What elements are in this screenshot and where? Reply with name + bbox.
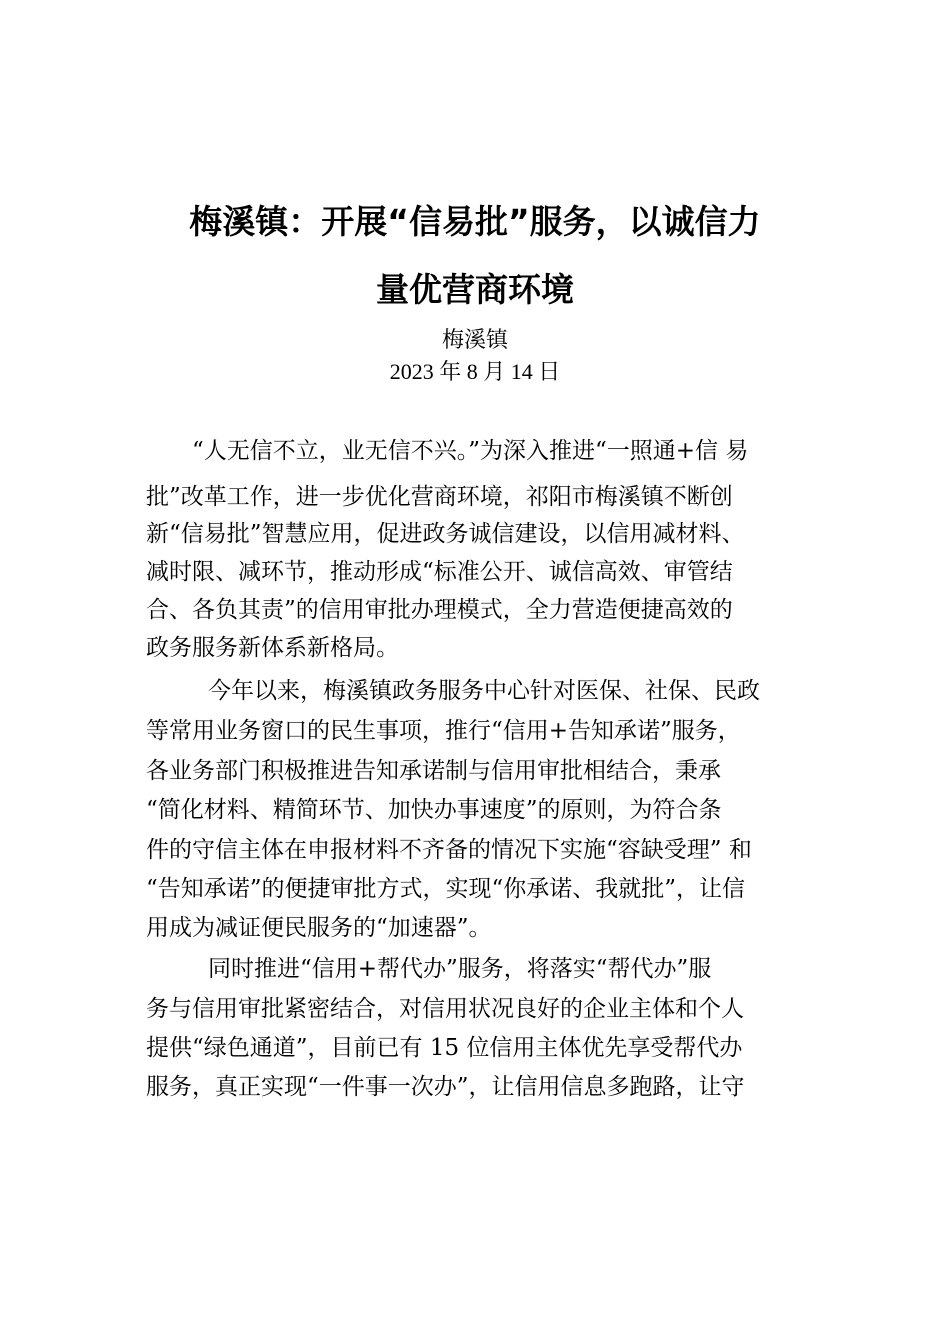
body-line: 等常用业务窗口的民生事项，推行“信用+告知承诺”服务，: [146, 718, 741, 744]
body-line: “简化材料、精简环节、加快办事速度”的原则，为符合条: [146, 797, 722, 823]
body-line: 合、各负其责”的信用审批办理模式，全力营造便捷高效的: [146, 597, 733, 623]
body-line: 用成为减证便民服务的“加速器”。: [146, 915, 492, 941]
body-line: 提供“绿色通道”，目前已有 15 位信用主体优先享受帮代办: [146, 1035, 743, 1061]
article-title-line-1: 梅溪镇：开展“信易批”服务，以诚信力: [189, 202, 761, 241]
body-line: “人无信不立，业无信不兴。”为深入推进“一照通+信 易: [192, 438, 749, 464]
body-line: 件的守信主体在申报材料不齐备的情况下实施“容缺受理” 和: [146, 837, 752, 863]
body-line: 新“信易批”智慧应用，促进政务诚信建设，以信用减材料、: [146, 521, 745, 547]
publish-date: 2023 年 8 月 14 日: [389, 359, 561, 384]
body-line: 减时限、减环节，推动形成“标准公开、诚信高效、审管结: [146, 559, 733, 585]
body-line: 政务服务新体系新格局。: [146, 635, 399, 661]
body-line: 批”改革工作，进一步优化营商环境，祁阳市梅溪镇不断创: [146, 484, 733, 510]
author: 梅溪镇: [441, 328, 508, 353]
body-line: 服务，真正实现“一件事一次办”，让信用信息多跑路，让守: [146, 1074, 745, 1100]
body-line: 各业务部门积极推进告知承诺制与信用审批相结合，秉承: [146, 758, 721, 784]
body-line: “告知承诺”的便捷审批方式，实现“你承诺、我就批”，让信: [146, 876, 746, 902]
body-line: 务与信用审批紧密结合，对信用状况良好的企业主体和个人: [146, 996, 744, 1022]
body-line: 今年以来，梅溪镇政务服务中心针对医保、社保、民政: [208, 678, 760, 704]
body-line: 同时推进“信用+帮代办”服务，将落实“帮代办”服: [208, 956, 712, 982]
article-title-line-2: 量优营商环境: [376, 270, 574, 309]
